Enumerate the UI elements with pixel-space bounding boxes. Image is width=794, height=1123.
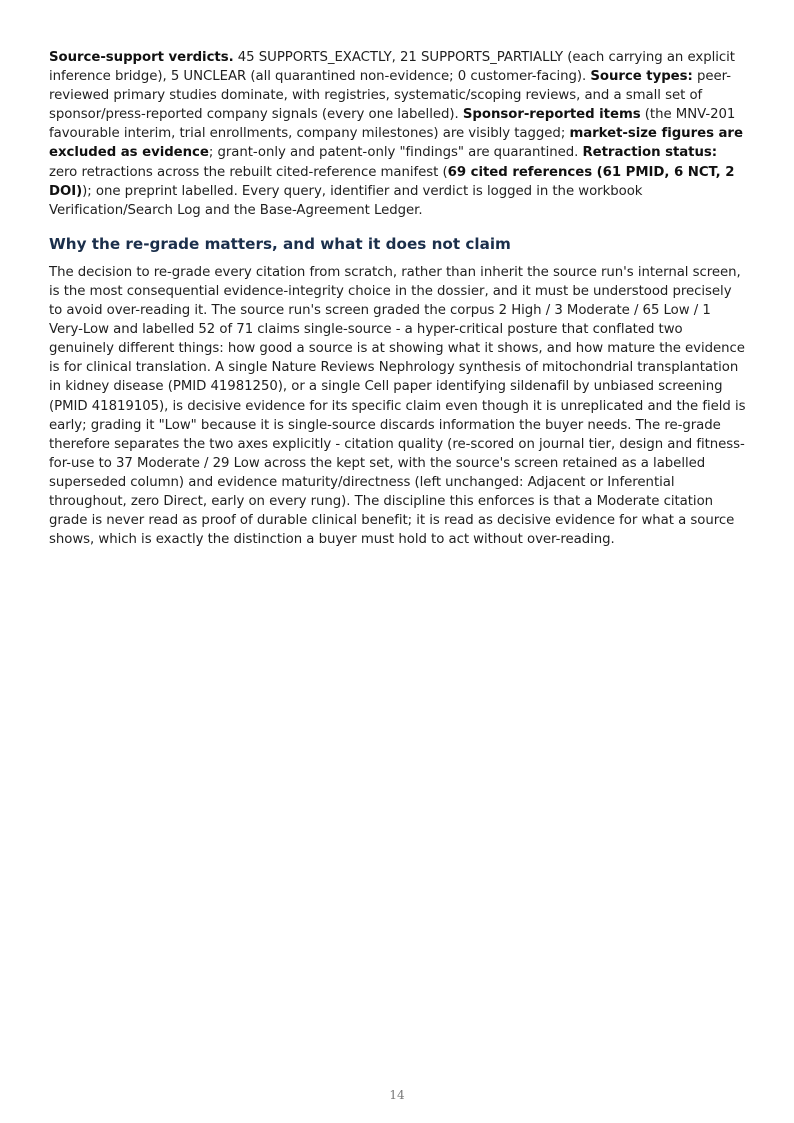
verdicts-text: 45 SUPPORTS_EXACTLY, 21 SUPPORTS_PARTIALLY (each carrying an explicit inference bridge), 5 UNCLEAR (all quarantined non-evidence; 0 customer-facing). bbox=[49, 50, 735, 85]
cited-references-count: 69 cited references (61 PMID, 6 NCT, 2 DOI) bbox=[49, 164, 735, 199]
source-types-text: peer-reviewed primary studies dominate, with registries, systematic/scoping reviews, and a small set of sponsor/press-reported company signals (every one labelled). bbox=[49, 69, 731, 123]
regrade-paragraph: The decision to re-grade every citation from scratch, rather than inherit the source run's internal screen, is the most consequential evidence-integrity choice in the dossier, and it must be understood precisely to avoid over-reading it. The source run's screen graded the corpus 2 High / 3 Moderate / 65 Low / 1 Very-Low and labelled 52 of 71 claims single-source - a hyper-critical posture that conflated two genuinely different things: how good a source is at showing what it shows, and how mature the evidence is for clinical translation. A single Nature Reviews Nephrology synthesis of mitochondrial transplantation in kidney disease (PMID 41981250), or a single Cell paper identifying sildenafil by unbiased screening (PMID 41819105), is decisive evidence for its specific claim even though it is unreplicated and the field is early; grading it "Low" because it is single-source discards information the buyer needs. The re-grade therefore separates the two axes explicitly - citation quality (re-scored on journal tier, design and fitness-for-use to 37 Moderate / 29 Low across the kept set, with the source's screen retained as a labelled superseded column) and evidence maturity/directness (left unchanged: Adjacent or Inferential throughout, zero Direct, early on every rung). The discipline this enforces is that a Moderate citation grade is never read as proof of durable clinical benefit; it is read as decisive evidence for what a source shows, which is exactly the distinction a buyer must hold to act without over-reading. bbox=[49, 264, 746, 548]
closing-text: ); one preprint labelled. Every query, identifier and verdict is logged in the workbook Verification/Search Log and the Base-Agreement Ledger. bbox=[49, 183, 643, 218]
page-number: 14 bbox=[389, 1088, 405, 1102]
market-size-text: ; grant-only and patent-only "findings" are quarantined. bbox=[208, 145, 583, 161]
market-size-label: market-size figures are excluded as evidence bbox=[49, 126, 743, 161]
retraction-status-text: zero retractions across the rebuilt cited-reference manifest ( bbox=[49, 164, 448, 180]
sponsor-reported-text: (the MNV-201 favourable interim, trial enrollments, company milestones) are visibly tagged; bbox=[49, 107, 736, 142]
retraction-status-label: Retraction status: bbox=[582, 145, 718, 161]
page-content bbox=[49, 48, 746, 549]
sponsor-reported-label: Sponsor-reported items bbox=[462, 107, 641, 123]
verdicts-label: Source-support verdicts. bbox=[49, 50, 234, 65]
section-heading: Why the re-grade matters, and what it does not claim bbox=[49, 234, 511, 253]
source-types-label: Source types: bbox=[590, 69, 693, 85]
verdicts-paragraph bbox=[49, 48, 746, 220]
